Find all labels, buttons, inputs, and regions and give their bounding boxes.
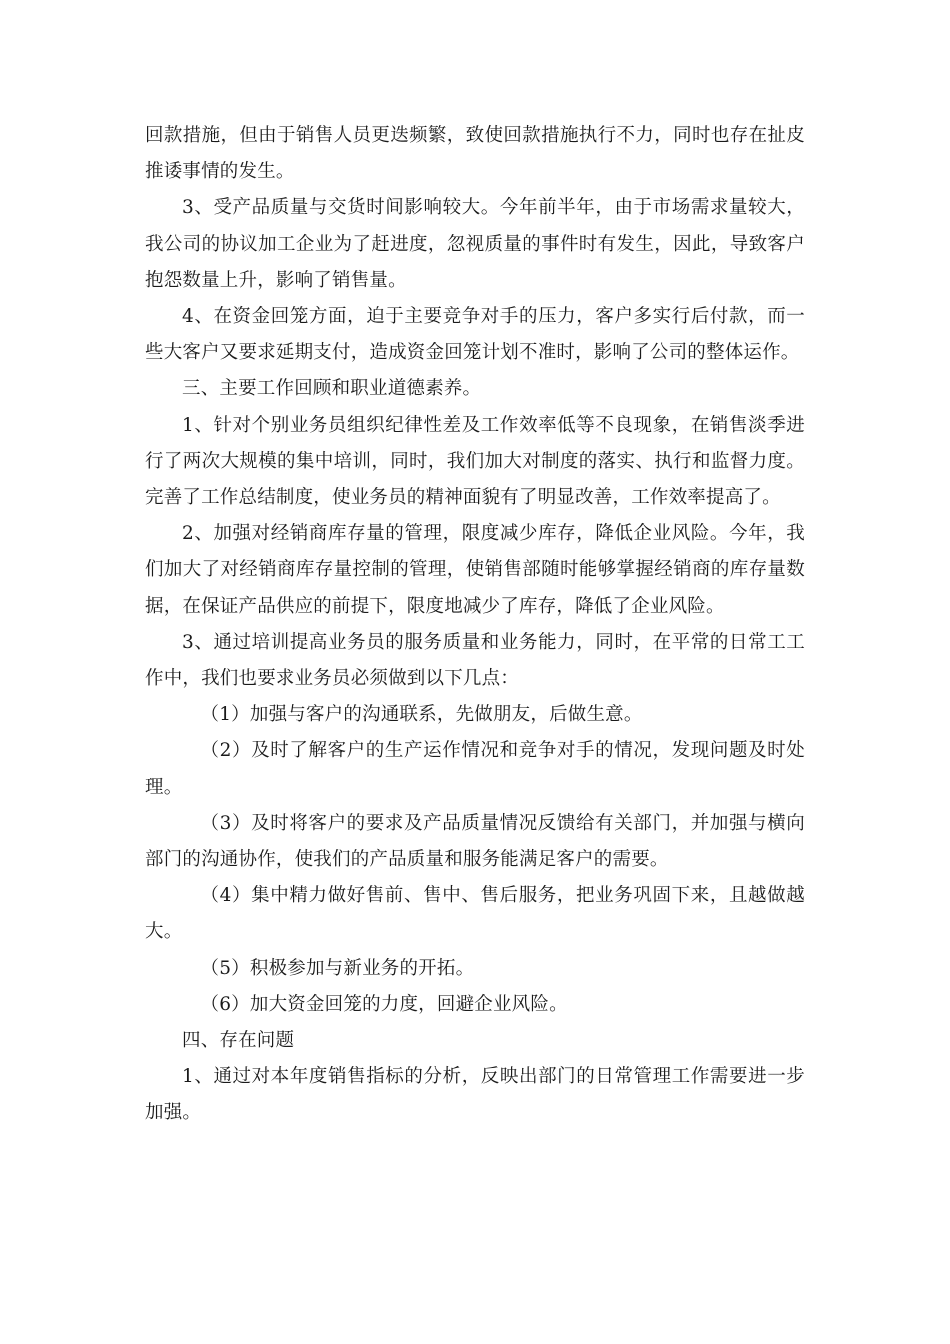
- list-item-1: （1）加强与客户的沟通联系，先做朋友，后做生意。: [200, 704, 643, 726]
- paragraph-item-4-funds: 4、在资金回笼方面，迫于主要竞争对手的压力，客户多实行后付款，而一些大客户又要求延期支付，造成资金回笼计划不准时，影响了公司的整体运作。: [145, 306, 805, 364]
- section-heading-4: 四、存在问题: [182, 1030, 295, 1052]
- paragraph-work-item-2: 2、加强对经销商库存量的管理，限度减少库存，降低企业风险。今年，我们加大了对经销商库存量控制的管理，使销售部随时能够掌握经销商的库存量数据，在保证产品供应的前提下，限度地减少了库存，降低了企业风险。: [145, 523, 805, 617]
- list-item-4: （4）集中精力做好售前、售中、售后服务，把业务巩固下来，且越做越大。: [145, 885, 805, 943]
- paragraph-item-3-quality: 3、受产品质量与交货时间影响较大。今年前半年，由于市场需求量较大，我公司的协议加工企业为了赶进度，忽视质量的事件时有发生，因此，导致客户抱怨数量上升，影响了销售量。: [145, 197, 805, 291]
- list-item-6: （6）加大资金回笼的力度，回避企业风险。: [200, 993, 568, 1015]
- document-body: [145, 118, 805, 1132]
- paragraph-work-item-1: 1、针对个别业务员组织纪律性差及工作效率低等不良现象，在销售淡季进行了两次大规模的集中培训，同时，我们加大对制度的落实、执行和监督力度。完善了工作总结制度，使业务员的精神面貌有了明显改善，工作效率提高了。: [145, 414, 805, 509]
- list-item-5: （5）积极参加与新业务的开拓。: [200, 957, 475, 979]
- paragraph-work-item-3: 3、通过培训提高业务员的服务质量和业务能力，同时，在平常的日常工工作中，我们也要求业务员必须做到以下几点：: [145, 631, 805, 690]
- paragraph-payment-measures: 回款措施，但由于销售人员更迭频繁，致使回款措施执行不力，同时也存在扯皮推诿事情的发生。: [145, 125, 805, 183]
- section-heading-3: 三、主要工作回顾和职业道德素养。: [182, 378, 482, 400]
- paragraph-issue-1: 1、通过对本年度销售指标的分析，反映出部门的日常管理工作需要进一步加强。: [145, 1066, 805, 1124]
- list-item-2: （2）及时了解客户的生产运作情况和竞争对手的情况，发现问题及时处理。: [145, 740, 805, 798]
- list-item-3: （3）及时将客户的要求及产品质量情况反馈给有关部门，并加强与横向部门的沟通协作，使我们的产品质量和服务能满足客户的需要。: [145, 812, 805, 871]
